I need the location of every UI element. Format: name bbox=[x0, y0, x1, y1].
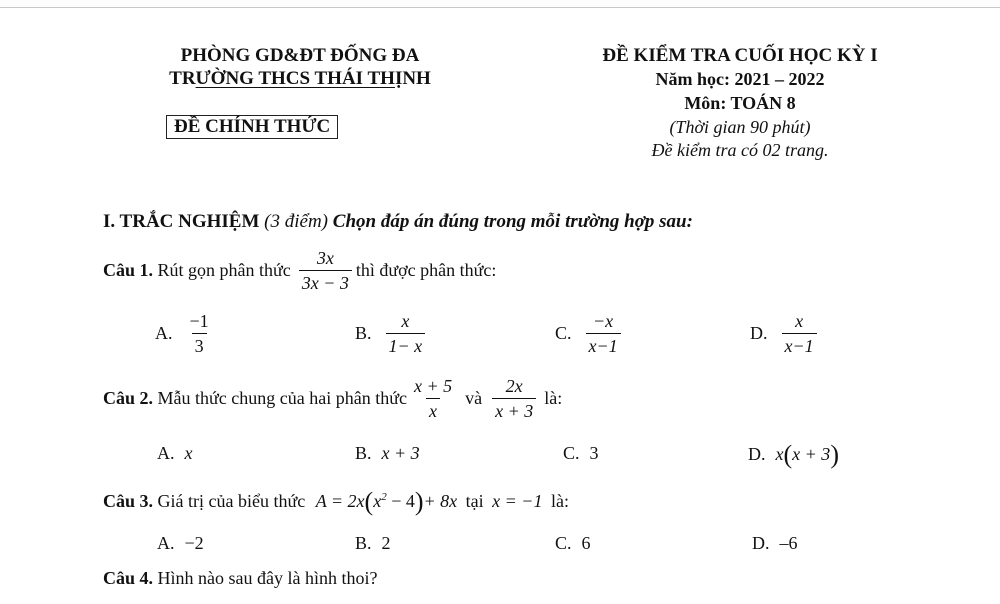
q1-option-a[interactable]: A. $\frac{-1}{3}$ bbox=[155, 311, 216, 356]
q1-option-b[interactable]: B. $\frac{x}{1- x}$ bbox=[355, 311, 429, 356]
q2-option-c[interactable]: C. 3 bbox=[563, 443, 599, 463]
section-title: I. TRẮC NGHIỆM bbox=[103, 211, 260, 232]
question-3 bbox=[103, 487, 569, 517]
fraction: $\frac{2x}{x + 3}$ bbox=[492, 376, 536, 421]
question-label: Câu 2. bbox=[103, 388, 154, 408]
school-name bbox=[100, 68, 500, 90]
pages-note: Đề kiểm tra có 02 trang. bbox=[651, 140, 829, 160]
q3-option-b[interactable]: B. 2 bbox=[355, 533, 391, 553]
question-text: Rút gọn phân thức bbox=[157, 260, 291, 280]
question-2 bbox=[103, 376, 562, 421]
expression: $A = 2x(x^2 - 4)+ 8x$ bbox=[315, 487, 458, 516]
official-exam-badge: ĐỀ CHÍNH THỨC bbox=[166, 115, 338, 139]
fraction: $\frac{x}{1- x}$ bbox=[386, 311, 426, 356]
question-text: thì được phân thức: bbox=[355, 260, 497, 280]
fraction: $\frac{x + 5}{x}$ bbox=[413, 376, 453, 421]
fraction: $\frac{x}{x-1}$ bbox=[782, 311, 817, 356]
school-name-part: ỊNH bbox=[394, 68, 431, 89]
section-points: (3 điểm) bbox=[264, 211, 329, 232]
question-text: Giá trị của biểu thức bbox=[157, 491, 306, 511]
question-text: Hình nào sau đây là hình thoi? bbox=[157, 568, 378, 588]
school-name-underlined: ƯỜNG THCS THÁI TH bbox=[195, 68, 395, 89]
question-text: là: bbox=[544, 388, 563, 408]
viewer-top-border bbox=[0, 0, 1000, 8]
school-name-part: TR bbox=[169, 68, 196, 89]
fraction: $\frac{-1}{3}$ bbox=[189, 311, 209, 356]
question-1 bbox=[103, 248, 496, 293]
q1-option-d[interactable]: D. $\frac{x}{x-1}$ bbox=[750, 311, 821, 356]
q3-option-d[interactable]: D. –6 bbox=[752, 533, 798, 553]
condition: x = −1 bbox=[492, 491, 543, 511]
q3-option-a[interactable]: A. −2 bbox=[157, 533, 204, 553]
question-text: là: bbox=[550, 491, 569, 511]
fraction: $\frac{3x}{3x - 3}$ bbox=[299, 248, 352, 293]
question-label: Câu 3. bbox=[103, 491, 154, 511]
fraction: $\frac{-x}{x-1}$ bbox=[586, 311, 621, 356]
question-label: Câu 4. bbox=[103, 568, 154, 588]
question-label: Câu 1. bbox=[103, 260, 154, 280]
question-text: Mẫu thức chung của hai phân thức bbox=[157, 388, 407, 408]
q2-option-b[interactable]: B. x + 3 bbox=[355, 443, 420, 463]
q2-option-d[interactable]: D. x(x + 3) bbox=[748, 440, 839, 469]
q2-option-a[interactable]: A. x bbox=[157, 443, 193, 463]
q3-option-c[interactable]: C. 6 bbox=[555, 533, 591, 553]
section-instruction: Chọn đáp án đúng trong mỗi trường hợp sau: bbox=[332, 211, 693, 232]
subject: Môn: TOÁN 8 bbox=[684, 93, 796, 113]
question-4 bbox=[103, 568, 377, 589]
department-name: PHÒNG GD&ĐT ĐỐNG ĐA bbox=[180, 45, 420, 66]
exam-duration: (Thời gian 90 phút) bbox=[669, 117, 811, 137]
conjunction: và bbox=[465, 388, 483, 408]
q1-option-c[interactable]: C. $\frac{-x}{x-1}$ bbox=[555, 311, 625, 356]
section-heading bbox=[103, 211, 693, 233]
school-year: Năm học: 2021 – 2022 bbox=[655, 69, 825, 89]
exam-title: ĐỀ KIỂM TRA CUỐI HỌC KỲ I bbox=[602, 45, 878, 66]
question-text: tại bbox=[465, 491, 484, 511]
